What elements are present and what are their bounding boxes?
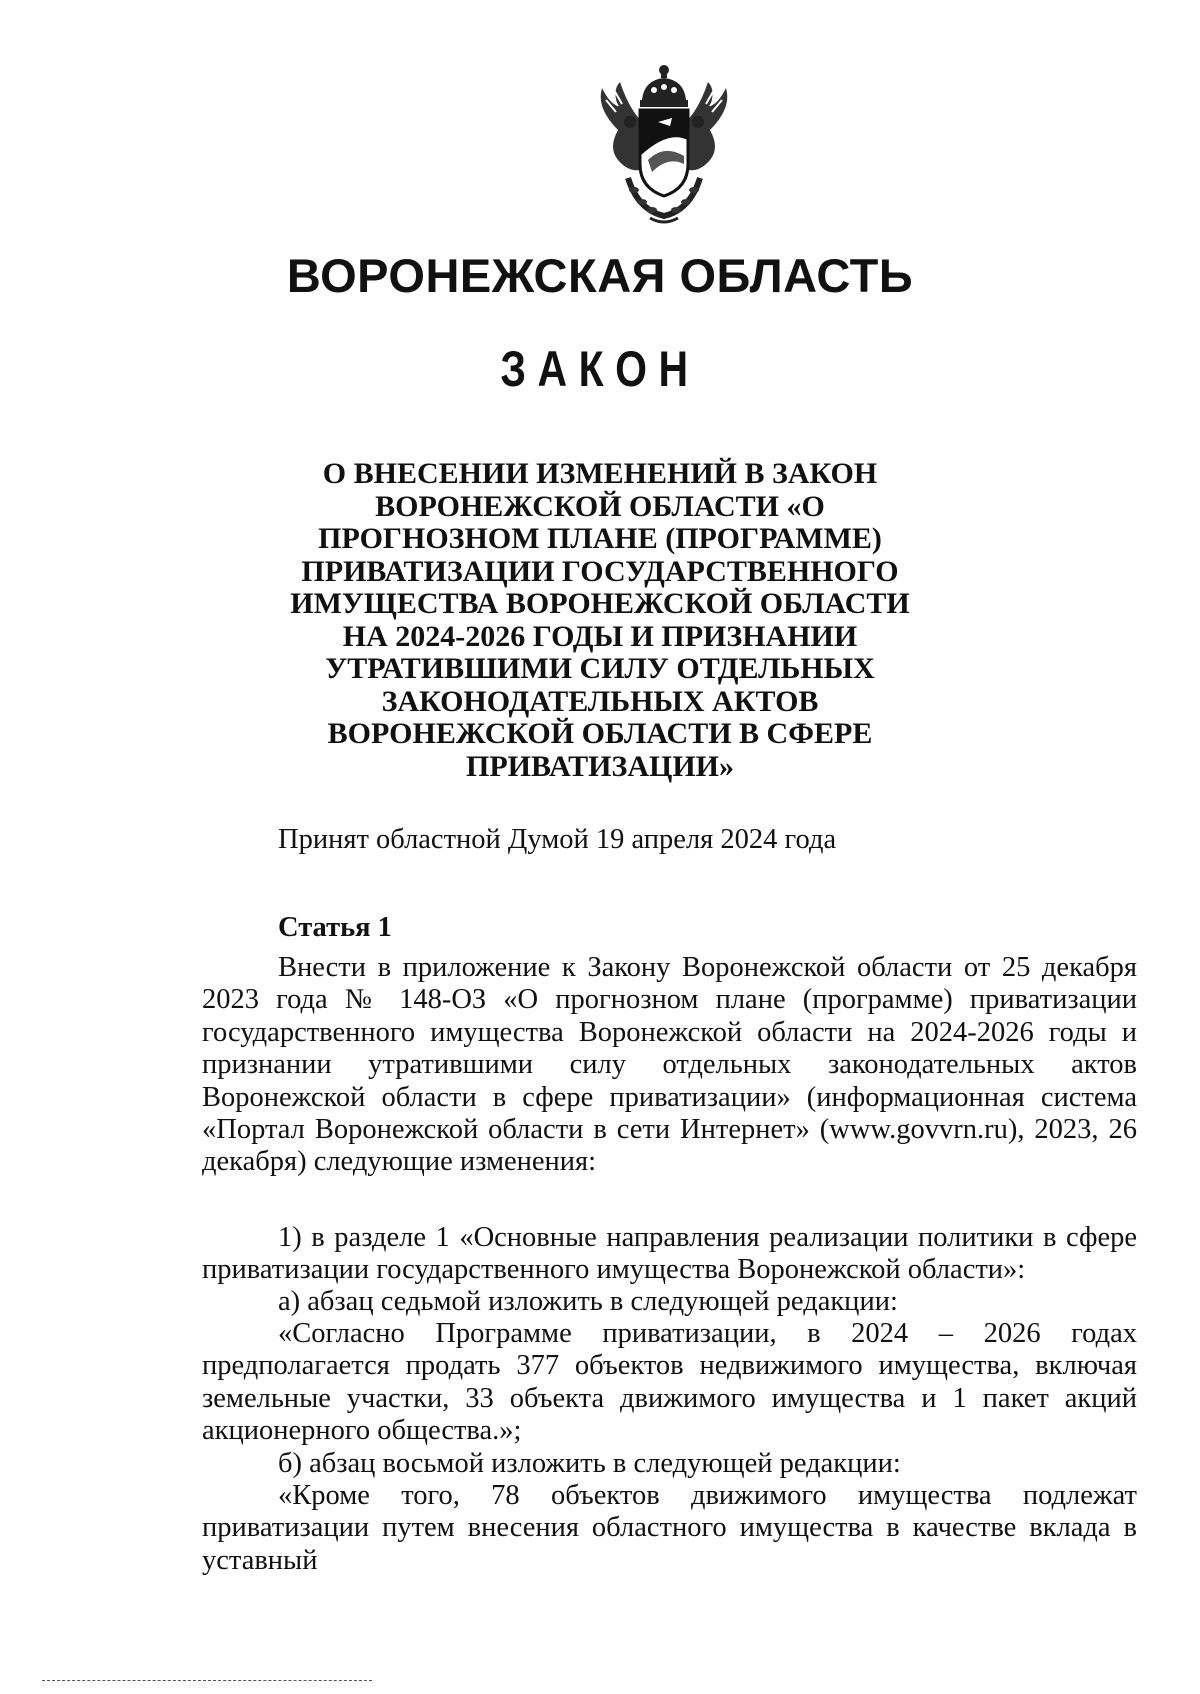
region-title: ВОРОНЕЖСКАЯ ОБЛАСТЬ (286, 249, 914, 302)
article-paragraph: 1) в разделе 1 «Основные направления реализации политики в сфере приватизации государственного имущества Воронежской области»: (202, 1222, 1137, 1286)
law-title: О ВНЕСЕНИИ ИЗМЕНЕНИЙ В ЗАКОН ВОРОНЕЖСКОЙ ОБЛАСТИ «О ПРОГНОЗНОМ ПЛАНЕ (ПРОГРАММЕ) ПРИВАТИЗАЦИИ ГОСУДАРСТВЕННОГО ИМУЩЕСТВА ВОРОНЕЖСКОЙ ОБЛАСТИ НА 2024-2026 ГОДЫ И ПРИЗНАНИИ УТРАТИВШИМИ СИЛУ ОТДЕЛЬНЫХ ЗАКОНОДАТЕЛЬНЫХ АКТОВ ВОРОНЕЖСКОЙ ОБЛАСТИ В СФЕРЕ ПРИВАТИЗАЦИИ» (290, 457, 910, 783)
article-paragraph: «Кроме того, 78 объектов движимого имущества подлежат приватизации путем внесения областного имущества в качестве вклада в уставный (202, 1480, 1137, 1576)
article-paragraph: Внести в приложение к Закону Воронежской области от 25 декабря 2023 года № 148-ОЗ «О прогнозном плане (программе) приватизации государственного имущества Воронежской области на 2024-2026 годы и признании утратившими силу отдельных законодательных актов Воронежской области в сфере приватизации» (информационная система «Портал Воронежской области в сети Интернет» (www.govvrn.ru), 2023, 26 декабря) следующие изменения: (202, 952, 1137, 1178)
article-heading: Статья 1 (278, 912, 392, 943)
adoption-date: Принят областной Думой 19 апреля 2024 года (278, 824, 837, 855)
article-paragraph: «Согласно Программе приватизации, в 2024 – 2026 годах предполагается продать 377 объектов недвижимого имущества, включая земельные участки, 33 объекта движимого имущества и 1 пакет акций акционерного общества.»; (202, 1318, 1137, 1447)
document-type-title: ЗАКОН (500, 341, 700, 397)
article-paragraph: б) абзац восьмой изложить в следующей редакции: (278, 1448, 901, 1479)
scan-edge-line (42, 1680, 372, 1681)
coat-of-arms-icon (588, 60, 740, 228)
article-paragraph: а) абзац седьмой изложить в следующей редакции: (278, 1286, 898, 1317)
